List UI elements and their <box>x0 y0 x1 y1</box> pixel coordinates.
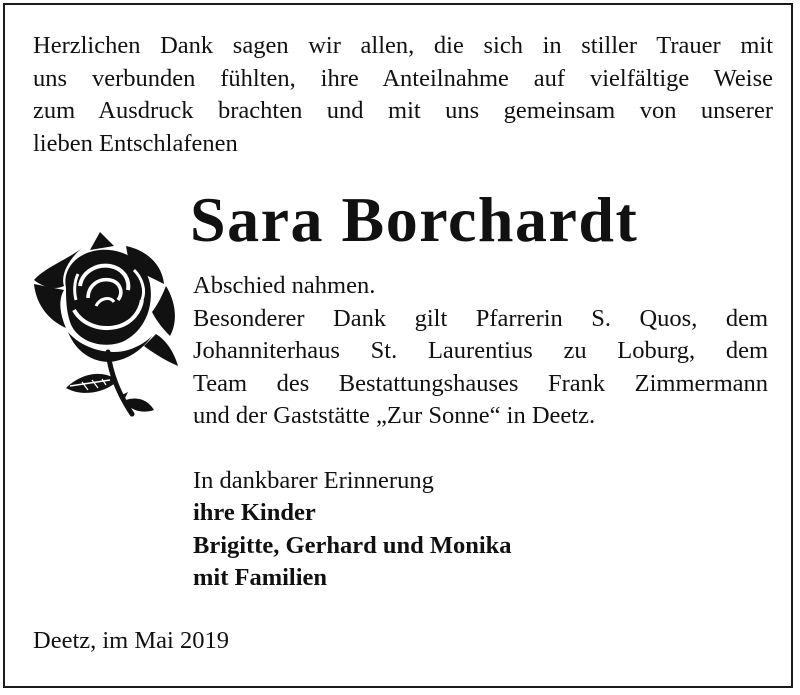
thanks-line: Team des Bestattungshauses Frank Zimmermann <box>193 369 768 397</box>
thanks-line: Johanniterhaus St. Laurentius zu Loburg, dem <box>193 337 768 364</box>
intro-paragraph <box>33 30 773 160</box>
intro-line: zum Ausdruck brachten und mit uns gemeinsam von unserer <box>33 97 773 124</box>
thanks-line: und der Gaststätte „Zur Sonne“ in Deetz. <box>193 402 596 429</box>
intro-line: lieben Entschlafenen <box>33 129 238 157</box>
signature-intro: In dankbarer Erinnerung <box>193 466 434 494</box>
signature-line: ihre Kinder <box>193 499 316 526</box>
intro-line: Herzlichen Dank sagen wir allen, die sich in stiller Trauer mit <box>33 32 773 59</box>
signature-line: mit Familien <box>193 564 328 591</box>
spacer <box>193 433 768 465</box>
intro-line: uns verbunden fühlten, ihre Anteilnahme auf vielfältige Weise <box>33 64 773 92</box>
deceased-name: Sara Borchardt <box>190 184 639 255</box>
rose-icon <box>30 228 182 424</box>
place-date: Deetz, im Mai 2019 <box>33 627 229 654</box>
farewell-text: Abschied nahmen. <box>193 272 376 299</box>
thanks-block <box>193 270 768 595</box>
signature-line: Brigitte, Gerhard und Monika <box>193 531 512 559</box>
thanks-line: Besonderer Dank gilt Pfarrerin S. Quos, dem <box>193 304 768 332</box>
